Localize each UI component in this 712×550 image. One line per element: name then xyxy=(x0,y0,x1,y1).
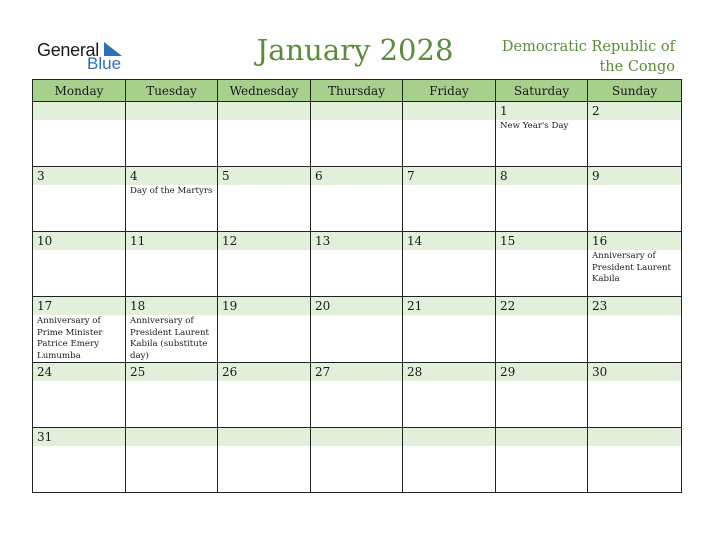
day-cell xyxy=(403,363,496,428)
day-number xyxy=(126,428,217,446)
day-number: 15 xyxy=(496,232,587,250)
day-cell xyxy=(496,102,588,167)
day-cell xyxy=(311,232,403,297)
country-name xyxy=(455,37,675,77)
day-cell xyxy=(33,363,126,428)
day-cell xyxy=(33,167,126,232)
day-number: 24 xyxy=(33,363,125,381)
week-row xyxy=(33,232,682,297)
day-number: 4 xyxy=(126,167,217,185)
day-cell xyxy=(33,428,126,493)
day-number: 13 xyxy=(311,232,402,250)
day-number: 10 xyxy=(33,232,125,250)
day-number: 1 xyxy=(496,102,587,120)
day-cell xyxy=(218,297,311,363)
weekday-header: Tuesday xyxy=(126,80,218,102)
day-number: 17 xyxy=(33,297,125,315)
day-number: 8 xyxy=(496,167,587,185)
day-number: 29 xyxy=(496,363,587,381)
day-number: 22 xyxy=(496,297,587,315)
holiday-label: Anniversary of President Laurent Kabila xyxy=(592,251,671,284)
weekday-header: Thursday xyxy=(311,80,403,102)
day-number xyxy=(311,102,402,120)
day-cell xyxy=(126,232,218,297)
day-cell xyxy=(126,297,218,363)
calendar-body xyxy=(33,102,682,493)
day-cell xyxy=(588,363,682,428)
day-number: 25 xyxy=(126,363,217,381)
day-cell xyxy=(311,102,403,167)
day-number: 3 xyxy=(33,167,125,185)
day-cell xyxy=(311,363,403,428)
weekday-header: Sunday xyxy=(588,80,682,102)
day-number: 7 xyxy=(403,167,495,185)
day-cell xyxy=(496,363,588,428)
day-number: 14 xyxy=(403,232,495,250)
generalblue-logo xyxy=(37,40,127,74)
calendar-title: January 2028 xyxy=(256,33,454,67)
day-number: 26 xyxy=(218,363,310,381)
day-number xyxy=(33,102,125,120)
day-cell xyxy=(403,297,496,363)
day-cell xyxy=(496,297,588,363)
day-number xyxy=(403,102,495,120)
day-cell xyxy=(218,363,311,428)
day-cell xyxy=(33,102,126,167)
day-cell xyxy=(588,232,682,297)
day-number: 31 xyxy=(33,428,125,446)
day-number xyxy=(311,428,402,446)
day-cell xyxy=(33,232,126,297)
day-number xyxy=(218,102,310,120)
week-row xyxy=(33,428,682,493)
week-row xyxy=(33,167,682,232)
calendar-grid xyxy=(32,79,682,493)
holiday-label: New Year's Day xyxy=(500,121,569,131)
holiday-label: Anniversary of Prime Minister Patrice Emery Lumumba xyxy=(37,316,103,361)
day-cell xyxy=(218,167,311,232)
day-cell xyxy=(588,102,682,167)
day-number: 21 xyxy=(403,297,495,315)
day-cell xyxy=(403,428,496,493)
country-name-line: Democratic Republic of xyxy=(501,39,675,55)
day-number xyxy=(496,428,587,446)
day-number: 27 xyxy=(311,363,402,381)
day-cell xyxy=(126,428,218,493)
day-number xyxy=(403,428,495,446)
logo-text-blue: Blue xyxy=(87,54,122,73)
day-number: 20 xyxy=(311,297,402,315)
day-cell xyxy=(588,428,682,493)
day-cell xyxy=(126,102,218,167)
week-row xyxy=(33,363,682,428)
day-cell xyxy=(588,167,682,232)
day-number xyxy=(218,428,310,446)
day-cell xyxy=(33,297,126,363)
day-cell xyxy=(126,167,218,232)
day-cell xyxy=(218,428,311,493)
holiday-label: Anniversary of President Laurent Kabila (substitute day) xyxy=(130,316,209,361)
day-number: 9 xyxy=(588,167,681,185)
day-cell xyxy=(218,102,311,167)
day-cell xyxy=(588,297,682,363)
weekday-header: Friday xyxy=(403,80,496,102)
day-number: 16 xyxy=(588,232,681,250)
day-number: 12 xyxy=(218,232,310,250)
day-cell xyxy=(126,363,218,428)
day-number xyxy=(126,102,217,120)
day-number: 23 xyxy=(588,297,681,315)
country-name-line: the Congo xyxy=(599,59,675,75)
holiday-label: Day of the Martyrs xyxy=(130,186,213,196)
day-number: 28 xyxy=(403,363,495,381)
day-cell xyxy=(496,428,588,493)
day-number: 19 xyxy=(218,297,310,315)
weekday-header: Wednesday xyxy=(218,80,311,102)
weekday-header-row xyxy=(33,80,682,102)
day-cell xyxy=(403,232,496,297)
day-cell xyxy=(311,167,403,232)
day-number: 2 xyxy=(588,102,681,120)
day-cell xyxy=(218,232,311,297)
weekday-header: Monday xyxy=(33,80,126,102)
day-number: 6 xyxy=(311,167,402,185)
day-number: 5 xyxy=(218,167,310,185)
week-row xyxy=(33,297,682,363)
day-cell xyxy=(311,297,403,363)
day-number: 18 xyxy=(126,297,217,315)
weekday-header: Saturday xyxy=(496,80,588,102)
day-cell xyxy=(311,428,403,493)
day-number xyxy=(588,428,681,446)
day-cell xyxy=(496,167,588,232)
day-number: 11 xyxy=(126,232,217,250)
week-row xyxy=(33,102,682,167)
day-cell xyxy=(403,167,496,232)
day-cell xyxy=(496,232,588,297)
logo-text-general: General xyxy=(37,40,99,60)
day-cell xyxy=(403,102,496,167)
day-number: 30 xyxy=(588,363,681,381)
